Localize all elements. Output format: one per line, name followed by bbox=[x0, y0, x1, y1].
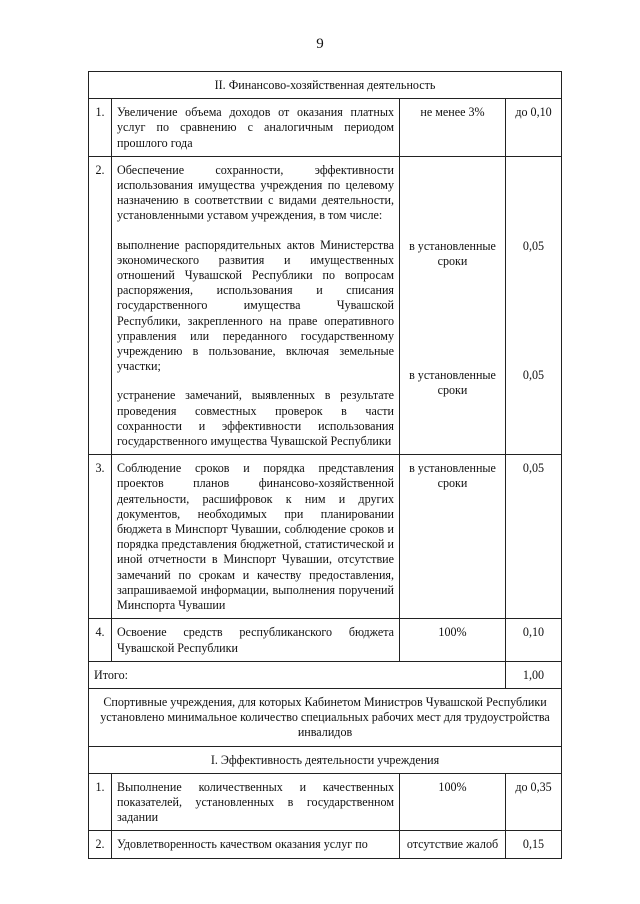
row-number: 2. bbox=[89, 831, 112, 858]
indicator-text: Выполнение количественных и качественных показателей, установленных в государственном задании bbox=[117, 779, 394, 825]
group-header: Спортивные учреждения, для которых Кабинетом Министров Чувашской Республики установлено минимальное количество специальных рабочих мест для трудоустройства инвалидов bbox=[89, 688, 562, 746]
section-title: II. Финансово-хозяйственная деятельность bbox=[89, 72, 562, 99]
total-value: 1,00 bbox=[506, 661, 562, 688]
indicator-cell bbox=[112, 455, 400, 619]
indicator-cell bbox=[112, 99, 400, 157]
table-row bbox=[89, 773, 562, 831]
indicator-text: Освоение средств республиканского бюджета Чувашской Республики bbox=[117, 625, 394, 655]
indicator-text: Удовлетворенность качеством оказания услуг по bbox=[117, 837, 368, 852]
total-row bbox=[89, 661, 562, 688]
score-cell: до 0,10 bbox=[506, 99, 562, 157]
criterion-cell: в установленные сроки bbox=[400, 455, 506, 619]
criterion-cell: 100% bbox=[400, 773, 506, 831]
group-header-row bbox=[89, 688, 562, 746]
page-number: 9 bbox=[316, 36, 324, 52]
score-text: 0,05 bbox=[522, 238, 545, 253]
indicator-text: Обеспечение сохранности, эффективности использования имущества учреждения по целевому назначению в соответствии с видами деятельности, установленными уставом учреждения, в том числе: bbox=[117, 162, 394, 223]
row-number: 1. bbox=[89, 773, 112, 831]
table-row bbox=[89, 99, 562, 157]
criterion-text: в установленные сроки bbox=[409, 238, 496, 269]
score-cell: 0,15 bbox=[506, 831, 562, 858]
criterion-text: в установленные сроки bbox=[409, 368, 496, 398]
indicator-cell bbox=[112, 773, 400, 831]
indicator-cell bbox=[112, 831, 400, 858]
section-title: I. Эффективность деятельности учреждения bbox=[89, 746, 562, 773]
criterion-cell: 100% bbox=[400, 619, 506, 661]
indicator-text: Увеличение объема доходов от оказания платных услуг по сравнению с аналогичным периодом прошлого года bbox=[117, 105, 394, 150]
table-row bbox=[89, 831, 562, 858]
criterion-cell: не менее 3% bbox=[400, 99, 506, 157]
table-row bbox=[89, 619, 562, 661]
row-number: 4. bbox=[89, 619, 112, 661]
section-header-row bbox=[89, 72, 562, 99]
criterion-cell: отсутствие жалоб bbox=[400, 831, 506, 858]
section-header-row bbox=[89, 746, 562, 773]
indicator-cell bbox=[112, 156, 400, 454]
criterion-cell bbox=[400, 156, 506, 454]
indicator-cell bbox=[112, 619, 400, 661]
indicator-text: Соблюдение сроков и порядка представления проектов планов финансово-хозяйственной деятельности, расшифровок к ним и других документов, необходимых при планировании бюджета в Минспорт Чувашии, соблюдение сроков и порядка представления бюджетной, статистической и иной отчетности в Минспорт Чувашии, отсутствие замечаний по срокам и качеству предоставления, запрашиваемой информации, выполнения поручений Минспорта Чувашии bbox=[117, 461, 394, 613]
score-cell bbox=[506, 156, 562, 454]
table-row bbox=[89, 455, 562, 619]
score-cell: 0,10 bbox=[506, 619, 562, 661]
score-cell: до 0,35 bbox=[506, 773, 562, 831]
table-row bbox=[89, 156, 562, 454]
row-number: 2. bbox=[89, 156, 112, 454]
row-number: 1. bbox=[89, 99, 112, 157]
indicator-subitem: устранение замечаний, выявленных в результате проведения совместных проверок в части сохранности и эффективности использования государственного имущества Чувашской Республики bbox=[117, 388, 394, 449]
indicator-subitem: выполнение распорядительных актов Министерства экономического развития и имущественных отношений Чувашской Республики по вопросам распоряжения, использования и списания государственного имущества Чувашской Республики, закрепленного на праве оперативного управления или переданного государственному учреждению в пользование, включая земельные участки; bbox=[117, 237, 394, 374]
score-cell: 0,05 bbox=[506, 455, 562, 619]
score-text: 0,05 bbox=[522, 368, 545, 383]
total-label: Итого: bbox=[89, 661, 506, 688]
criteria-table bbox=[88, 71, 562, 859]
row-number: 3. bbox=[89, 455, 112, 619]
